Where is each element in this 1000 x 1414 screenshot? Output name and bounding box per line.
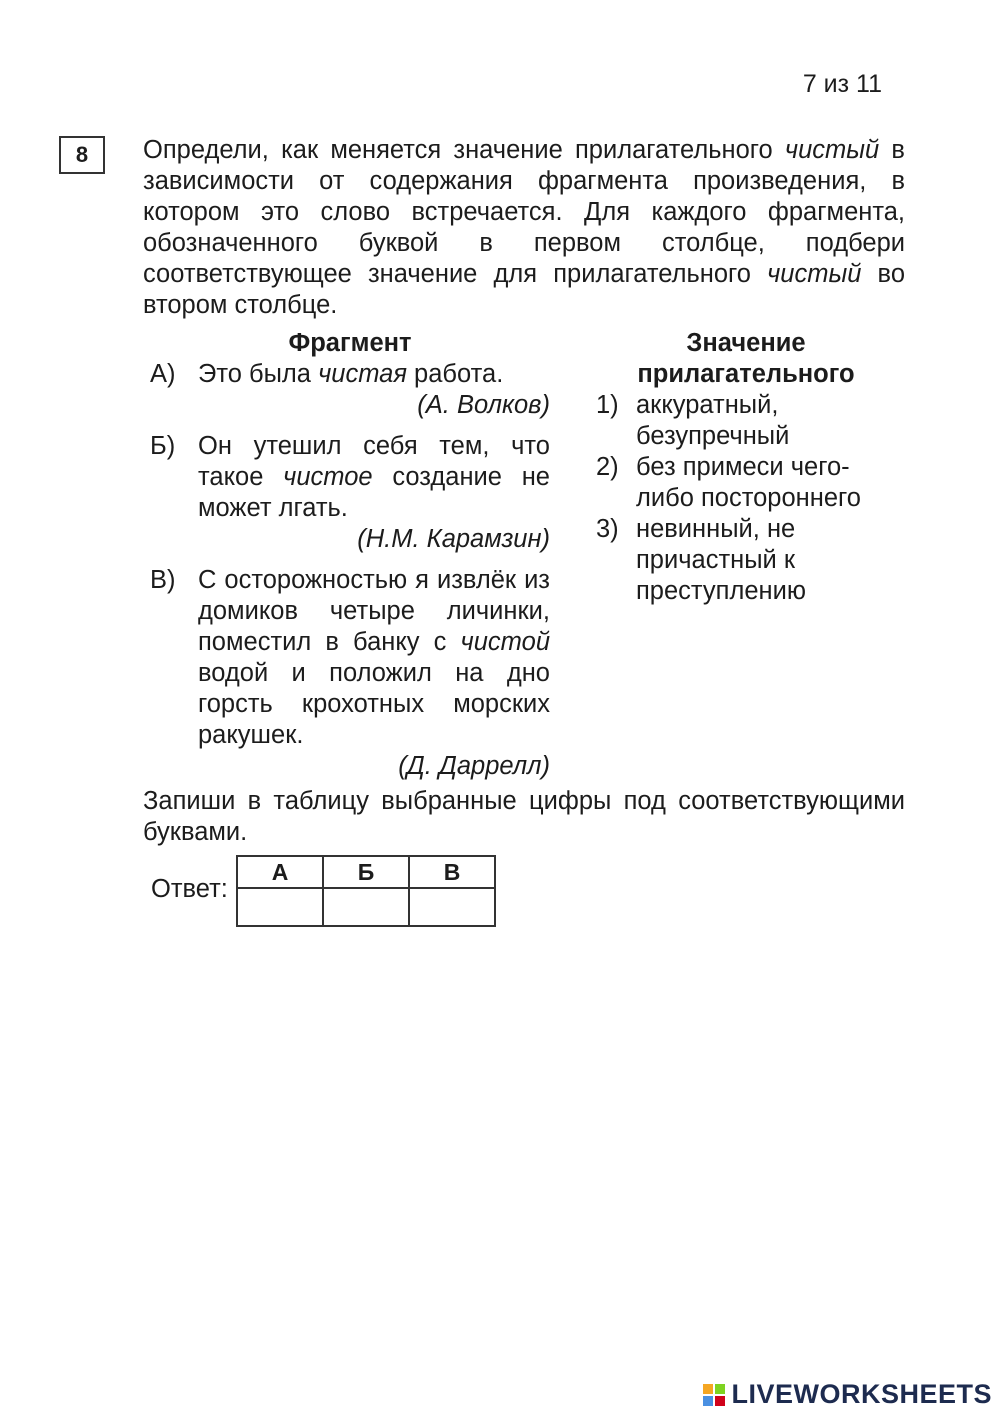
intro-part: во втором столбце. [143,260,906,319]
brand-watermark [703,1379,992,1410]
answer-label: Ответ: [151,875,228,903]
instruction-text: Запиши в таблицу выбранные цифры под соответствующими буквами. [143,787,905,846]
meaning-item [596,514,896,607]
task-number-box [59,136,105,174]
fragment-author: (Н.М. Карамзин) [357,525,550,553]
fragment-author: (Д. Даррелл) [398,752,550,780]
logo-square [703,1396,713,1406]
fragments-header: Фрагмент [288,329,412,357]
answer-cell-c[interactable] [409,888,495,926]
fragment-letter: В) [150,566,176,594]
fragment-text [198,431,550,524]
fragment-text-after: водой и положил на дно горсть крохотных морских ракушек. [198,659,550,749]
answer-table [236,855,496,927]
meaning-number: 2) [596,453,619,481]
intro-part: Определи, как меняется значение прилагательного [143,136,785,164]
meaning-number: 1) [596,391,619,419]
fragment-item [150,431,550,555]
fragment-text [198,565,550,751]
meaning-number: 3) [596,515,619,543]
logo-square [715,1384,725,1394]
fragment-item [150,565,550,782]
logo-square [715,1396,725,1406]
brand-logo-icon [703,1384,725,1406]
fragment-author: (А. Волков) [417,391,550,419]
fragment-text-after: создание не может лгать. [198,463,550,522]
fragment-text [198,359,550,390]
intro-keyword: чистый [767,260,862,288]
meanings-header: Значение прилагательного [637,329,855,388]
fragment-body [198,565,550,782]
meaning-item [596,452,896,514]
fragment-text-after: работа. [406,360,504,388]
fragments-column [150,328,550,792]
meaning-item [596,390,896,452]
logo-square [703,1384,713,1394]
task-number: 8 [75,142,89,167]
meaning-text: аккуратный, безупречный [636,391,790,450]
answer-cell-b[interactable] [323,888,409,926]
fragment-text-before: Это была [198,360,319,388]
meaning-text: без примеси чего-либо постороннего [636,453,861,512]
answer-column-header: В [409,856,495,888]
answer-cell-a[interactable] [237,888,323,926]
fragment-keyword: чистое [283,463,373,491]
answer-column-header: Б [323,856,409,888]
intro-keyword: чистый [784,136,880,164]
fragment-item [150,359,550,421]
fragment-keyword: чистая [318,360,407,388]
answer-column-header: А [237,856,323,888]
intro-part: в зависимости от содержания фрагмента произведения, в котором это слово встречается. Для каждого фрагмента, обозначенного буквой в первом столбце, подбери соответствующее значение для прилагательного [143,136,905,288]
meanings-column [596,328,896,607]
meaning-text: невинный, не причастный к преступлению [636,515,806,605]
fragment-body [198,431,550,555]
task-intro [143,135,905,321]
brand-name: LIVEWORKSHEETS [731,1379,992,1409]
fragment-letter: Б) [150,432,176,460]
page-number: 7 из 11 [802,70,882,98]
fragment-text-before: Он утешил себя тем, что такое [198,432,550,491]
fragment-letter: А) [150,360,176,388]
fragment-body [198,359,550,421]
fragment-text-before: С осторожностью я извлёк из домиков четыре личинки, поместил в банку с [198,566,550,656]
fragment-keyword: чистой [460,628,550,656]
